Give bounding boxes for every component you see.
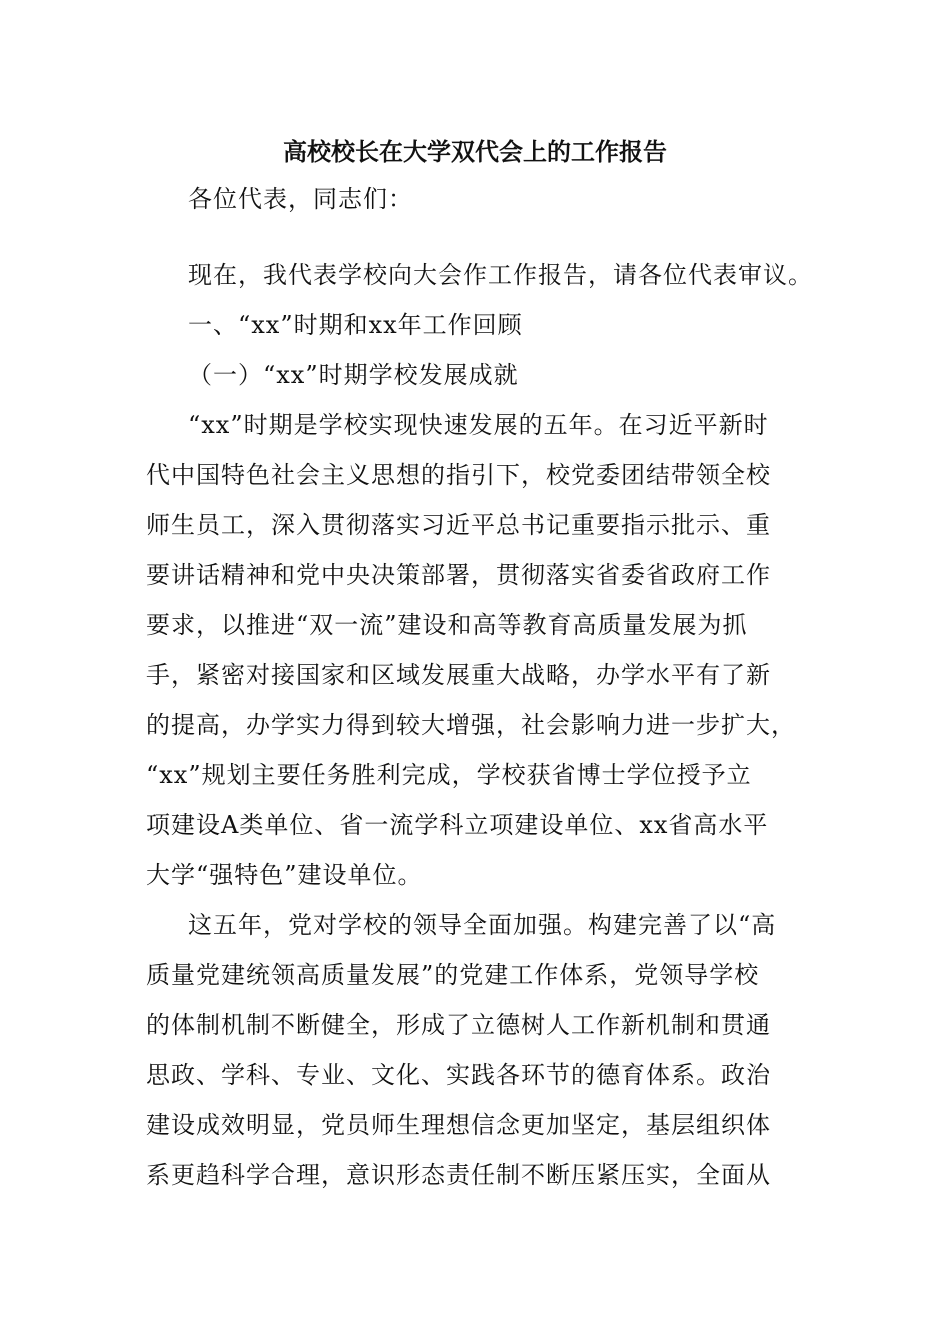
paragraph-line: 建设成效明显，党员师生理想信念更加坚定，基层组织体 [146,1111,771,1139]
paragraph-line: 系更趋科学合理，意识形态责任制不断压紧压实，全面从 [146,1161,771,1189]
paragraph-line: 师生员工，深入贯彻落实习近平总书记重要指示批示、重 [146,511,771,539]
section-heading: 一、“xx”时期和xx年工作回顾 [188,311,523,339]
subsection-heading: （一）“xx”时期学校发展成就 [188,361,519,389]
paragraph-line: 质量党建统领高质量发展”的党建工作体系，党领导学校 [146,961,760,989]
paragraph-line: 的体制机制不断健全，形成了立德树人工作新机制和贯通 [146,1011,771,1039]
paragraph-line: 思政、学科、专业、文化、实践各环节的德育体系。政治 [146,1061,771,1089]
paragraph-line: 手，紧密对接国家和区域发展重大战略，办学水平有了新 [146,661,771,689]
paragraph-line: 要讲话精神和党中央决策部署，贯彻落实省委省政府工作 [146,561,771,589]
paragraph-line: “xx”时期是学校实现快速发展的五年。在习近平新时 [188,411,769,439]
paragraph-line: 大学“强特色”建设单位。 [146,861,423,889]
salutation: 各位代表，同志们： [188,185,413,213]
paragraph-line: 代中国特色社会主义思想的指引下，校党委团结带领全校 [146,461,771,489]
opening-line: 现在，我代表学校向大会作工作报告，请各位代表审议。 [188,261,813,289]
paragraph-line: 项建设A类单位、省一流学科立项建设单位、xx省高水平 [146,811,769,839]
paragraph-line: “xx”规划主要任务胜利完成，学校获省博士学位授予立 [146,761,752,789]
paragraph-line: 要求，以推进“双一流”建设和高等教育高质量发展为抓 [146,611,748,639]
paragraph-line: 的提高，办学实力得到较大增强，社会影响力进一步扩大， [146,711,796,739]
document-title: 高校校长在大学双代会上的工作报告 [283,137,667,166]
paragraph-line: 这五年，党对学校的领导全面加强。构建完善了以“高 [188,911,777,939]
